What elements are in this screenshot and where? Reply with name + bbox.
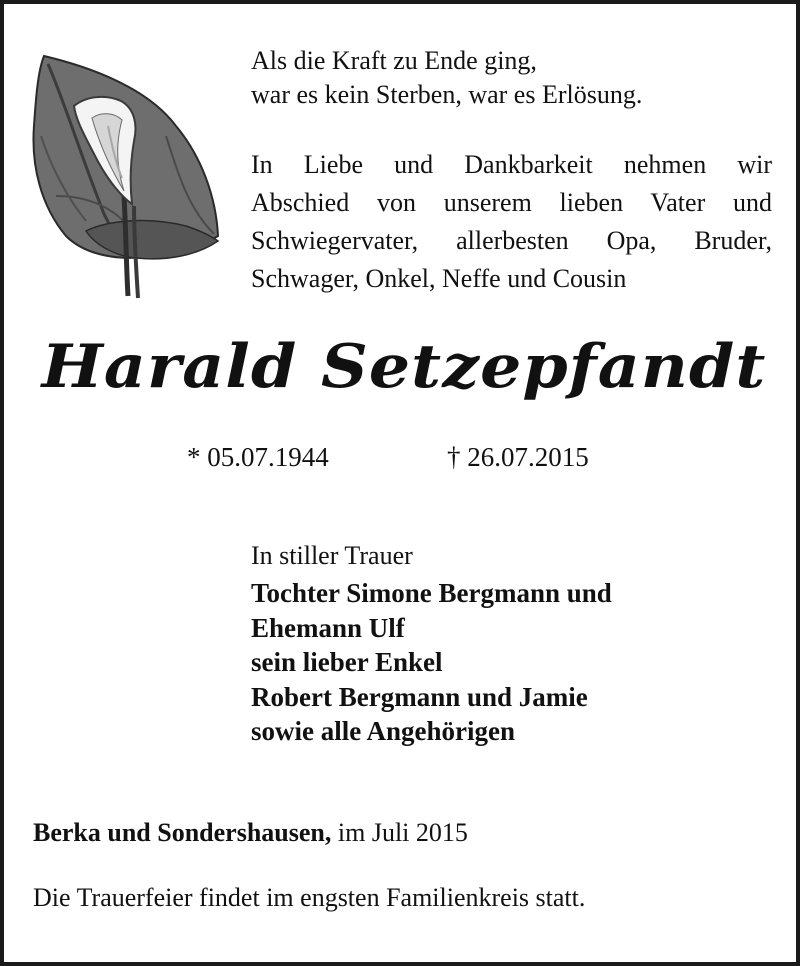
birth-date: * 05.07.1944 [187, 442, 329, 472]
calla-lily-illustration [26, 46, 222, 302]
mourner-line: sowie alle Angehörigen [251, 716, 515, 746]
motto-line: war es kein Sterben, war es Erlösung. [251, 80, 643, 109]
place-and-date [33, 816, 468, 850]
farewell-text [251, 146, 772, 298]
farewell-line: Schwiegervater, allerbesten Opa, Bruder, [251, 226, 772, 255]
mourner-line: sein lieber Enkel [251, 647, 443, 677]
funeral-service-note: Die Trauerfeier findet im engsten Familienkreis statt. [33, 883, 586, 912]
farewell-line: Schwager, Onkel, Neffe und Cousin [251, 264, 627, 293]
mourner-line: Robert Bergmann und Jamie [251, 681, 588, 712]
deceased-name: Harald Setzepfandt [41, 332, 767, 402]
place-name: Berka und Sondershausen, [33, 818, 332, 847]
mourner-line: Ehemann Ulf [251, 612, 405, 643]
farewell-line: Abschied von unserem lieben Vater und [251, 188, 772, 217]
motto-line: Als die Kraft zu Ende ging, [251, 46, 537, 75]
mourner-line: Tochter Simone Bergmann und [251, 578, 612, 608]
motto-verse [251, 44, 771, 112]
farewell-line: In Liebe und Dankbarkeit nehmen wir [251, 150, 772, 179]
mourners-block [251, 536, 771, 749]
mourning-lead: In stiller Trauer [251, 541, 413, 570]
death-date: † 26.07.2015 [447, 442, 589, 472]
notice-date: im Juli 2015 [337, 818, 468, 847]
